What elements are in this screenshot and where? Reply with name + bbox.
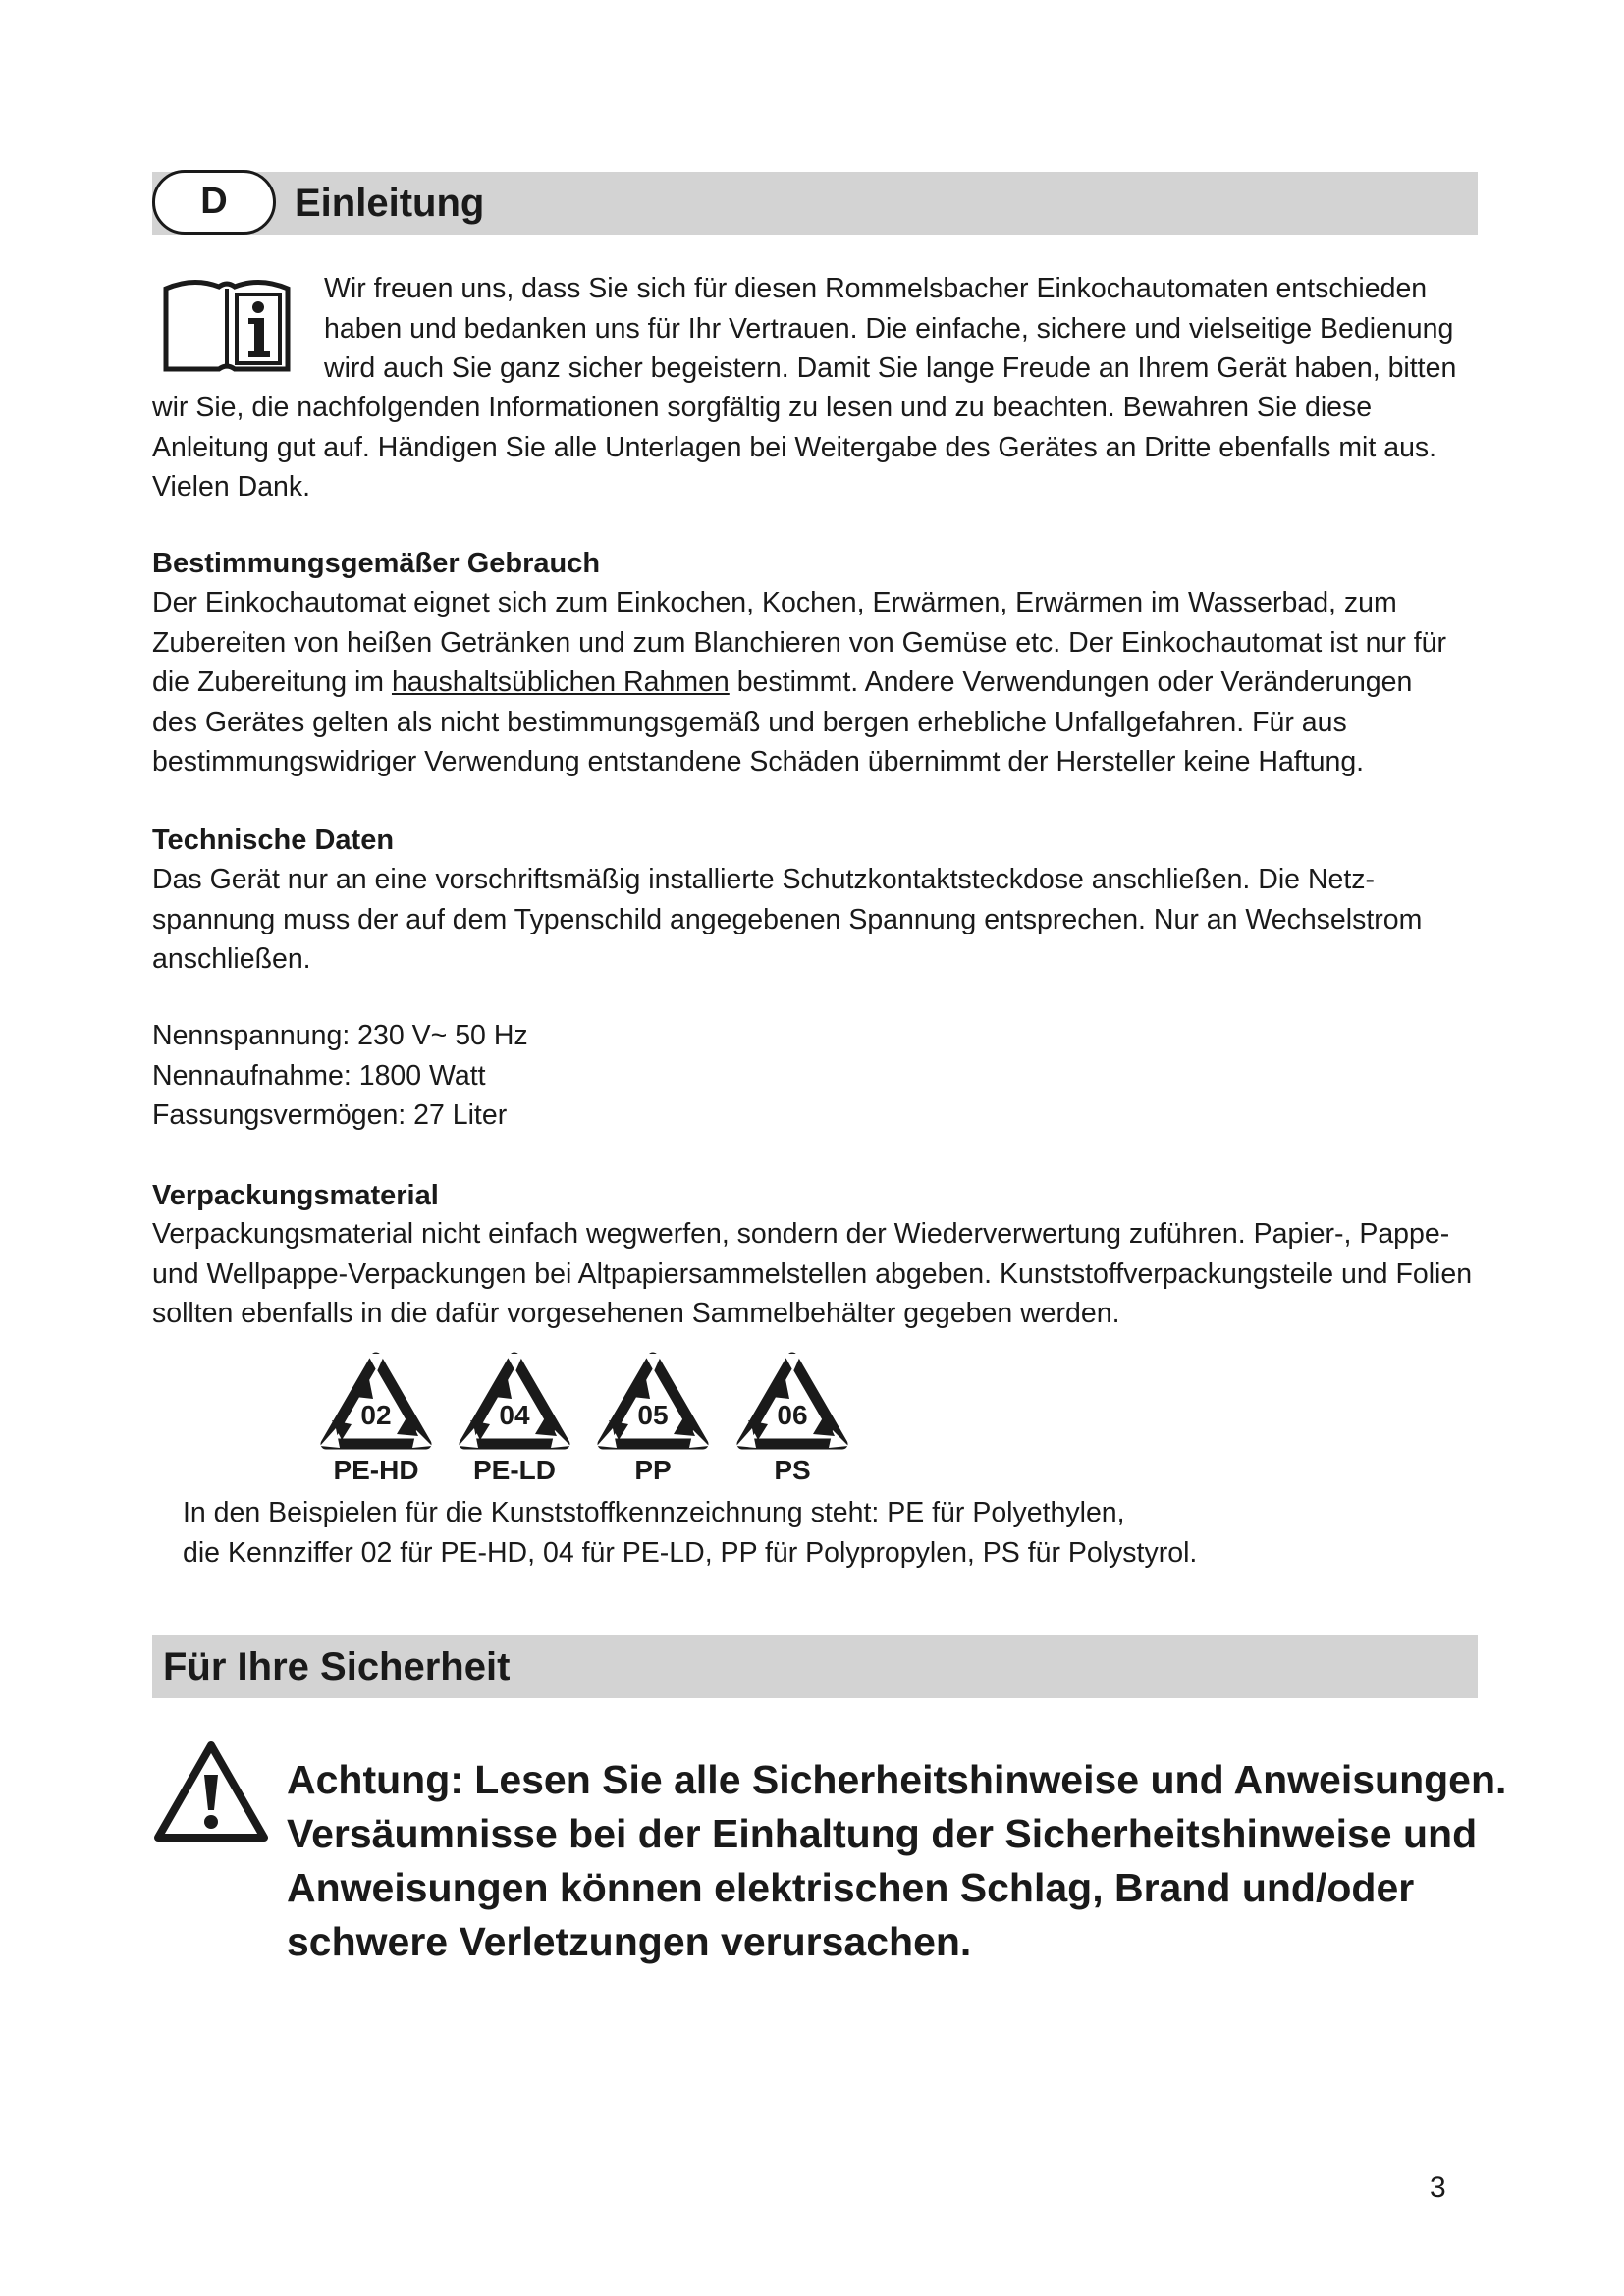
section-title-einleitung: Einleitung — [295, 182, 485, 225]
safety-warning-text — [287, 1753, 1507, 1969]
warning-line: Anweisungen können elektrischen Schlag, Brand und/oder — [287, 1865, 1415, 1910]
technical-line: spannung muss der auf dem Typenschild angegebenen Spannung entsprechen. Nur an Wechselstrom — [152, 903, 1423, 935]
technical-heading: Technische Daten — [152, 825, 395, 856]
intro-line: wir Sie, die nachfolgenden Informationen sorgfältig zu lesen und zu beachten. Bewahren Sie diese — [152, 392, 1373, 423]
usage-line-post: bestimmt. Andere Verwendungen oder Veränderungen — [729, 667, 1413, 698]
warning-line: schwere Verletzungen verursachen. — [287, 1919, 972, 1964]
technical-paragraph — [152, 860, 1488, 980]
intro-line: haben und bedanken uns für Ihr Vertrauen. Die einfache, sichere und vielseitige Bedienung — [324, 312, 1454, 345]
packaging-line: sollten ebenfalls in die dafür vorgesehenen Sammelbehälter gegeben werden. — [152, 1298, 1120, 1329]
household-scope-link: haushaltsüblichen Rahmen — [391, 667, 730, 698]
recycling-code: 05 — [637, 1400, 669, 1430]
intro-line: Anleitung gut auf. Händigen Sie alle Unterlagen bei Weitergabe des Gerätes an Dritte ebenfalls mit aus. — [152, 431, 1437, 463]
warning-icon — [152, 1739, 270, 1843]
plastic-marking-note — [183, 1493, 1197, 1573]
technical-line: anschließen. — [152, 943, 311, 975]
usage-line: Zubereiten von heißen Getränken und zum Blanchieren von Gemüse etc. Der Einkochautomat ist nur für — [152, 626, 1447, 659]
packaging-line: und Wellpappe-Verpackungen bei Altpapiersammelstellen abgeben. Kunststoffverpackungsteile und Folien — [152, 1257, 1473, 1290]
info-book-icon — [162, 275, 292, 373]
recycling-symbol-pp — [595, 1350, 711, 1487]
spec-power: Nennaufnahme: 1800 Watt — [152, 1059, 486, 1092]
recycling-code: 02 — [360, 1400, 392, 1430]
usage-line: Der Einkochautomat eignet sich zum Einkochen, Kochen, Erwärmen, Erwärmen im Wasserbad, zum — [152, 587, 1397, 618]
technical-line: Das Gerät nur an eine vorschriftsmäßig installierte Schutzkontaktsteckdose anschließen. Die Netz- — [152, 864, 1376, 895]
recycling-triangle-icon — [595, 1350, 711, 1454]
spec-voltage: Nennspannung: 230 V~ 50 Hz — [152, 1020, 528, 1051]
technical-specs — [152, 1016, 1488, 1136]
packaging-heading: Verpackungsmaterial — [152, 1180, 439, 1211]
recycling-triangle-icon — [457, 1350, 572, 1454]
recycling-symbol-ps — [734, 1350, 850, 1487]
recycling-symbol-pe-hd — [318, 1350, 434, 1487]
intro-line: Vielen Dank. — [152, 471, 311, 503]
warning-line: Achtung: Lesen Sie alle Sicherheitshinweise und Anweisungen. — [287, 1757, 1507, 1802]
usage-line-pre: die Zubereitung im — [152, 667, 392, 698]
intro-paragraph-bottom — [152, 388, 1488, 507]
recycling-label: PE-HD — [333, 1455, 419, 1485]
recycling-triangle-icon — [318, 1350, 434, 1454]
packaging-line: Verpackungsmaterial nicht einfach wegwerfen, sondern der Wiederverwertung zuführen. Papier-, Pappe- — [152, 1218, 1450, 1250]
recycling-symbol-pe-ld — [457, 1350, 572, 1487]
intro-paragraph-top — [324, 269, 1456, 389]
packaging-paragraph — [152, 1214, 1488, 1334]
usage-paragraph — [152, 583, 1488, 782]
recycling-label: PP — [634, 1455, 672, 1485]
section-title-safety: Für Ihre Sicherheit — [163, 1645, 511, 1688]
usage-line: bestimmungswidriger Verwendung entstandene Schäden übernimmt der Hersteller keine Haftung. — [152, 746, 1365, 777]
recycling-code: 04 — [499, 1400, 530, 1430]
recycling-code: 06 — [777, 1400, 808, 1430]
intro-line: Wir freuen uns, dass Sie sich für diesen Rommelsbacher Einkochautomaten entschieden — [324, 273, 1428, 304]
note-line: die Kennziffer 02 für PE-HD, 04 für PE-LD, PP für Polypropylen, PS für Polystyrol. — [183, 1536, 1198, 1569]
warning-line: Versäumnisse bei der Einhaltung der Sicherheitshinweise und — [287, 1811, 1478, 1856]
usage-line — [152, 663, 1488, 703]
recycling-label: PE-LD — [473, 1455, 556, 1485]
spec-capacity: Fassungsvermögen: 27 Liter — [152, 1099, 508, 1131]
language-badge: D — [152, 170, 276, 235]
recycling-label: PS — [774, 1455, 811, 1485]
usage-line: des Gerätes gelten als nicht bestimmungsgemäß und bergen erhebliche Unfallgefahren. Für aus — [152, 706, 1347, 738]
page-number: 3 — [1430, 2171, 1446, 2204]
note-line: In den Beispielen für die Kunststoffkennzeichnung steht: PE für Polyethylen, — [183, 1497, 1125, 1528]
usage-heading: Bestimmungsgemäßer Gebrauch — [152, 548, 601, 579]
recycling-triangle-icon — [734, 1350, 850, 1454]
intro-line: wird auch Sie ganz sicher begeistern. Damit Sie lange Freude an Ihrem Gerät haben, bitten — [324, 352, 1457, 384]
